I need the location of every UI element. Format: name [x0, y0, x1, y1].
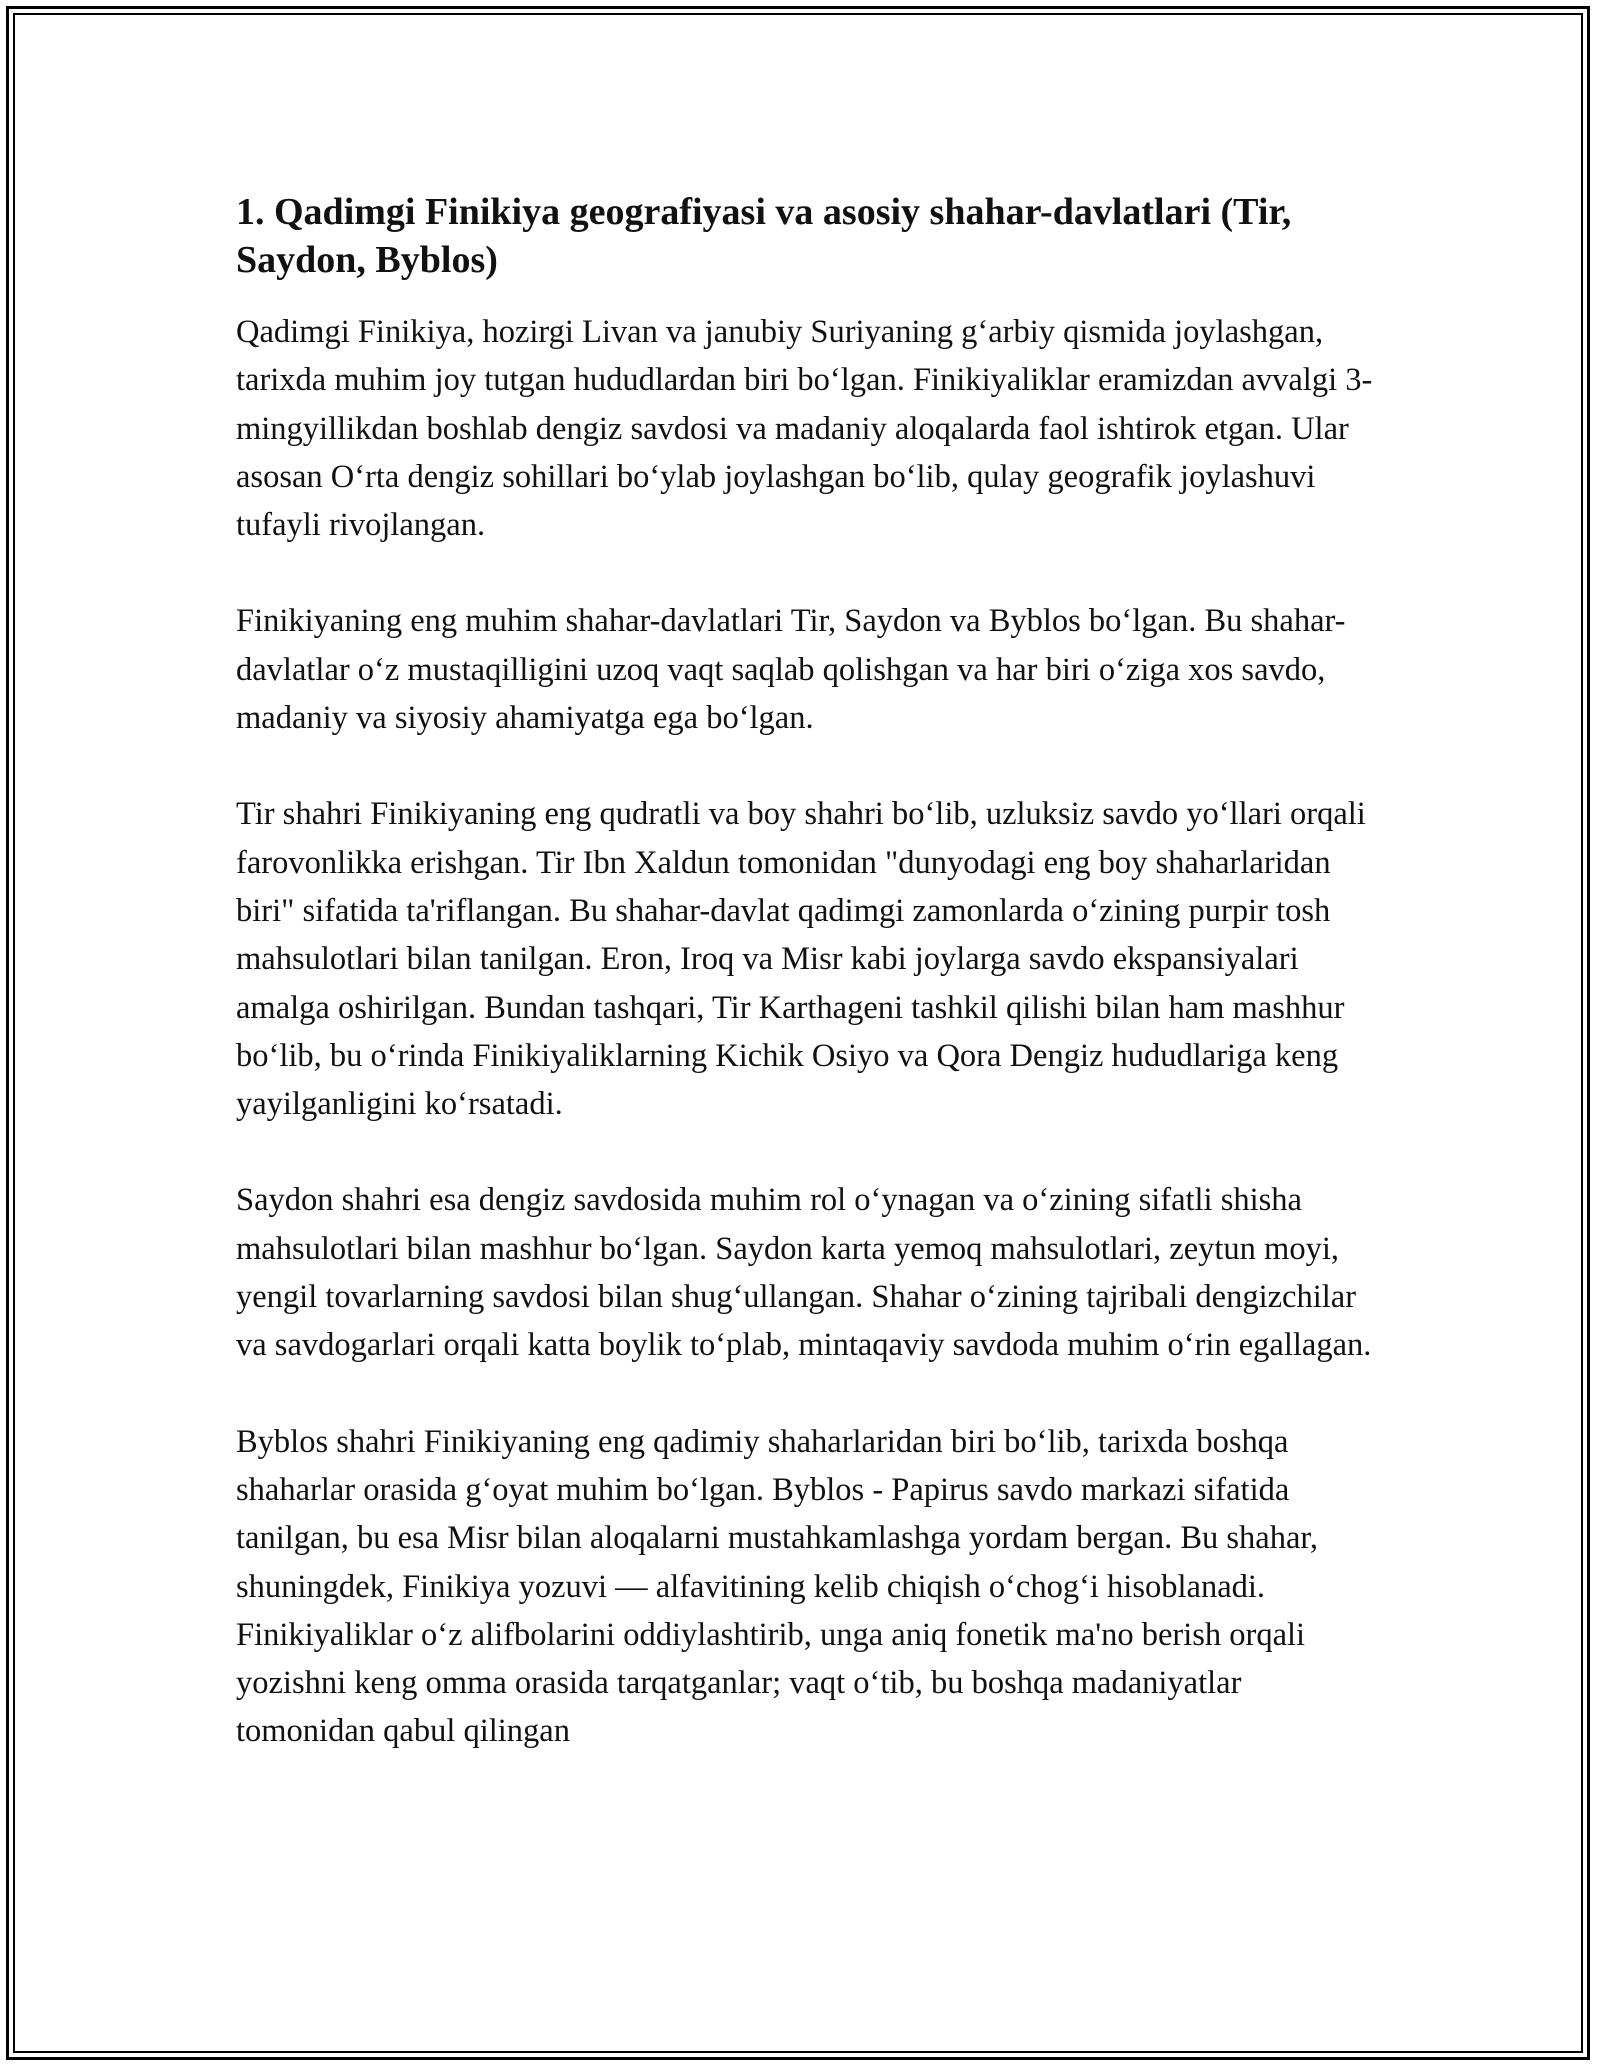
paragraph-tyre: Tir shahri Finikiyaning eng qudratli va boy shahri boʻlib, uzluksiz savdo yoʻllari orqali farovonlikka erishgan. Tir Ibn Xaldun tomonidan "dunyodagi eng boy shaharlaridan biri" sifatida ta'riflangan. Bu shahar-davlat qadimgi zamonlarda oʻzining purpir tosh mahsulotlari bilan tanilgan. Eron, Iroq va Misr kabi joylarga savdo ekspansiyalari amalga oshirilgan. Bundan tashqari, Tir Karthageni tashkil qilishi bilan ham mashhur boʻlib, bu oʻrinda Finikiyaliklarning Kichik Osiyo va Qora Dengiz hududlariga keng yayilganligini koʻrsatadi. [236, 796, 1366, 1123]
paragraph-byblos: Byblos shahri Finikiyaning eng qadimiy shaharlaridan biri boʻlib, tarixda boshqa shaharlar orasida gʻoyat muhim boʻlgan. Byblos - Papirus savdo markazi sifatida tanilgan, bu esa Misr bilan aloqalarni mustahkamlashga yordam bergan. Bu shahar, shuningdek, Finikiya yozuvi — alfavitining kelib chiqish oʻchogʻi hisoblanadi. Finikiyaliklar oʻz alifbolarini oddiylashtirib, unga aniq fonetik ma'no berish orqali yozishni keng omma orasida tarqatganlar; vaqt oʻtib, bu boshqa madaniyatlar tomonidan qabul qilingan [236, 1423, 1319, 1750]
document-body [236, 188, 1386, 1756]
paragraph-geography: Qadimgi Finikiya, hozirgi Livan va janubiy Suriyaning gʻarbiy qismida joylashgan, tarixda muhim joy tutgan hududlardan biri boʻlgan. Finikiyaliklar eramizdan avvalgi 3-mingyillikdan boshlab dengiz savdosi va madaniy aloqalarda faol ishtirok etgan. Ular asosan Oʻrta dengiz sohillari boʻylab joylashgan boʻlib, qulay geografik joylashuvi tufayli rivojlangan. [236, 314, 1373, 544]
paragraph-sidon: Saydon shahri esa dengiz savdosida muhim rol oʻynagan va oʻzining sifatli shisha mahsulotlari bilan mashhur boʻlgan. Saydon karta yemoq mahsulotlari, zeytun moyi, yengil tovarlarning savdosi bilan shugʻullangan. Shahar oʻzining tajribali dengizchilar va savdogarlari orqali katta boylik toʻplab, mintaqaviy savdoda muhim oʻrin egallagan. [236, 1182, 1372, 1364]
section-heading: 1. Qadimgi Finikiya geografiyasi va asosiy shahar-davlatlari (Tir, Saydon, Byblos) [236, 191, 1292, 281]
paragraph-city-states: Finikiyaning eng muhim shahar-davlatlari Tir, Saydon va Byblos boʻlgan. Bu shahar-davlatlar oʻz mustaqilligini uzoq vaqt saqlab qolishgan va har biri oʻziga xos savdo, madaniy va siyosiy ahamiyatga ega boʻlgan. [236, 603, 1346, 737]
